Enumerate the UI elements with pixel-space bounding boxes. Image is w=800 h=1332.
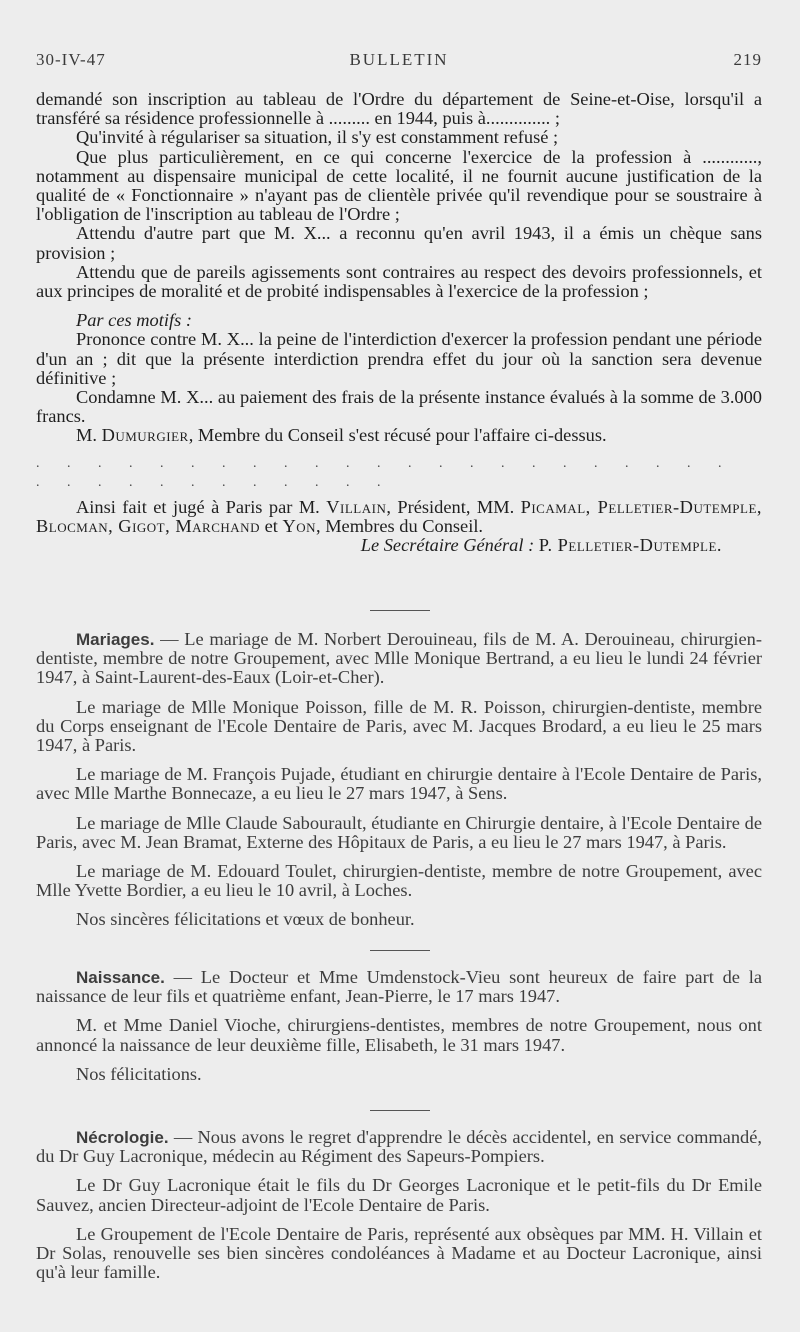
- paragraph: Ainsi fait et jugé à Paris par M. Villain, Président, MM. Picamal, Pelletier-Dutemple, Blocman, Gigot, Marchand et Yon, Membres du Conseil.: [36, 497, 762, 537]
- paragraph: Naissance. — Le Docteur et Mme Umdenstock-Vieu sont heureux de faire part de la naissance de leur fils et quatrième enfant, Jean-Pierre, le 17 mars 1947.: [36, 967, 762, 1007]
- paragraph: Le Groupement de l'Ecole Dentaire de Paris, représenté aux obsèques par MM. H. Villain et Dr Solas, renouvelle ses bien sincères condoléances à Madame et au Docteur Lacronique, ainsi qu'à leur famille.: [36, 1223, 762, 1283]
- section-heading: Naissance.: [76, 968, 165, 987]
- section-divider: [370, 610, 430, 611]
- paragraph: Prononce contre M. X... la peine de l'interdiction d'exercer la profession pendant une période d'un an ; dit que la présente interdiction prendra effet du jour où la sanction sera devenue définitive ;: [36, 329, 762, 388]
- paragraph: Le mariage de M. Edouard Toulet, chirurgien-dentiste, membre de notre Groupement, avec Mlle Yvette Bordier, a eu lieu le 10 avril, à Loches.: [36, 861, 762, 901]
- section-heading: Nécrologie.: [76, 1128, 169, 1147]
- section-divider: [370, 950, 430, 951]
- page-number: 219: [733, 50, 762, 69]
- paragraph: Condamne M. X... au paiement des frais de la présente instance évalués à la somme de 3.000 francs.: [36, 387, 762, 427]
- header-title: BULLETIN: [349, 50, 449, 69]
- paragraph: M. Dumurgier, Membre du Conseil s'est récusé pour l'affaire ci-dessus.: [76, 425, 607, 446]
- paragraph: Que plus particulièrement, en ce qui concerne l'exercice de la profession à ............, notamment au dispensaire municipal de cette localité, il ne fournit aucune justification de la qualité de « Fonctionnaire » n'ayant pas de clientèle privée qu'il revendique pour se soustraire à l'obligation de l'inscription au tableau de l'Ordre ;: [36, 146, 762, 225]
- paragraph: M. et Mme Daniel Vioche, chirurgiens-dentistes, membres de notre Groupement, nous ont annoncé la naissance de leur deuxième fille, Elisabeth, le 31 mars 1947.: [36, 1015, 762, 1055]
- paragraph: Attendu d'autre part que M. X... a reconnu qu'en avril 1943, il a émis un chèque sans provision ;: [36, 223, 762, 263]
- paragraph: Le mariage de Mlle Claude Sabourault, étudiante en Chirurgie dentaire, à l'Ecole Dentaire de Paris, avec M. Jean Bramat, Externe des Hôpitaux de Paris, a eu lieu le 27 mars 1947, à Paris.: [36, 812, 762, 852]
- necrologie-section: [36, 1128, 762, 1282]
- paragraph: Mariages. — Le mariage de M. Norbert Derouineau, fils de M. A. Derouineau, chirurgien-dentiste, membre de notre Groupement, avec Mlle Monique Bertrand, a eu lieu le lundi 24 février 1947, à Saint-Laurent-des-Eaux (Loir-et-Cher).: [36, 629, 762, 688]
- header-date: 30-IV-47: [36, 50, 106, 69]
- paragraph: Nécrologie. — Nous avons le regret d'apprendre le décès accidentel, en service commandé, du Dr Guy Lacronique, médecin au Régiment des Sapeurs-Pompiers.: [36, 1127, 762, 1167]
- signature: Le Secrétaire Général : P. Pelletier-Dutemple.: [360, 535, 722, 556]
- paragraph: Nos sincères félicitations et vœux de bonheur.: [76, 909, 415, 930]
- judgment-section: [36, 90, 762, 556]
- paragraph: Le Dr Guy Lacronique était le fils du Dr Georges Lacronique et le petit-fils du Dr Emile Sauvez, ancien Directeur-adjoint de l'Ecole Dentaire de Paris.: [36, 1175, 762, 1215]
- paragraph: Qu'invité à régulariser sa situation, il s'y est constamment refusé ;: [76, 127, 559, 148]
- section-divider: [370, 1110, 430, 1111]
- paragraph: Le mariage de Mlle Monique Poisson, fille de M. R. Poisson, chirurgien-dentiste, membre du Corps enseignant de l'Ecole Dentaire de Paris, avec M. Jacques Brodard, a eu lieu le 25 mars 1947, à Paris.: [36, 696, 762, 756]
- naissance-section: [36, 968, 762, 1084]
- dot-separator: . . . . . . . . . . . . . . . . . . . . . . . . . . . . . . . . . . .: [36, 455, 734, 490]
- page-header: [36, 50, 762, 76]
- section-heading: Mariages.: [76, 630, 155, 649]
- mariages-section: [36, 630, 762, 930]
- paragraph: Attendu que de pareils agissements sont contraires au respect des devoirs professionnels, et aux principes de moralité et de probité indispensables à l'exercice de la profession ;: [36, 261, 762, 302]
- paragraph: Le mariage de M. François Pujade, étudiant en chirurgie dentaire à l'Ecole Dentaire de Paris, avec Mlle Marthe Bonnecaze, a eu lieu le 27 mars 1947, à Sens.: [36, 764, 762, 804]
- paragraph: demandé son inscription au tableau de l'Ordre du département de Seine-et-Oise, lorsqu'il a transféré sa résidence professionnelle à ......... en 1944, puis à.............. ;: [36, 89, 762, 129]
- motifs-heading: Par ces motifs :: [76, 310, 192, 331]
- paragraph: Nos félicitations.: [76, 1063, 202, 1084]
